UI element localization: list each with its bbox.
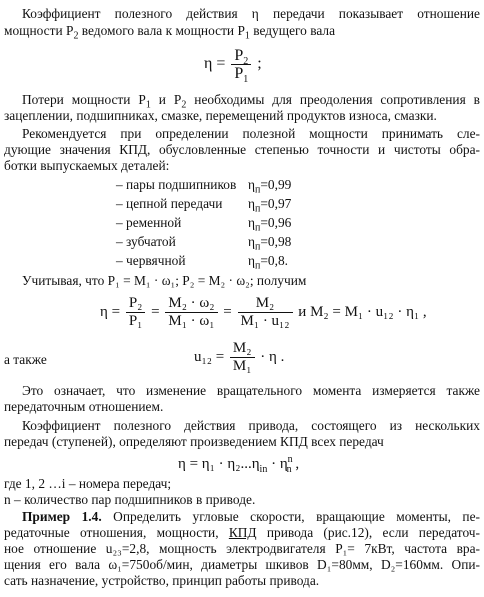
text: зацеплении, подшипниках, смазке, перемещений продуктов износа, смазки. — [4, 108, 437, 123]
text: привода (рис.12), если передаточ- — [256, 525, 481, 540]
equation-efficiency — [204, 47, 262, 86]
denominator: P — [234, 65, 244, 82]
list-label: – пары подшипников — [116, 177, 237, 192]
example-title: Пример 1.4. — [22, 509, 102, 524]
text: ное отношение u₂₃=2,8, мощность электродвигателя P₁= 7кВт, частота вра- — [4, 541, 480, 556]
para1-line1 — [4, 6, 480, 22]
text: Коэффициент полезного действия привода, состоящего из нескольких — [22, 418, 480, 433]
para3-line1 — [4, 126, 480, 142]
para3-line2 — [4, 142, 480, 158]
list-value: $\eta_п=0,97$ — [248, 196, 292, 215]
numerator: M₂ — [230, 340, 255, 358]
kpd-link[interactable]: КПД — [228, 525, 257, 540]
para6-line1 — [4, 418, 480, 434]
text: Потери мощности P — [22, 92, 146, 107]
example-line2 — [4, 525, 480, 541]
numerator: P₂ — [126, 295, 146, 313]
eq-lhs: η = — [204, 55, 226, 73]
para5-line2 — [4, 399, 480, 415]
eq-tail: · η . — [260, 348, 285, 365]
note-line1 — [4, 476, 480, 492]
text: и P — [150, 92, 182, 107]
numerator: M₂ · ω₂ — [165, 295, 217, 313]
list-value: $\eta_п=0,99$ — [248, 177, 292, 196]
fraction — [238, 295, 293, 330]
example-line1 — [4, 509, 480, 525]
list-value: $\eta_п=0,98$ — [248, 234, 292, 253]
fraction — [230, 340, 255, 375]
equals: = — [223, 303, 232, 320]
text: Рекомендуется при определении полезной мощности принимать сле- — [22, 126, 480, 141]
equals: = — [151, 303, 160, 320]
list-value: $\eta_п=0,96$ — [248, 215, 292, 234]
para2-line1: Потери мощности $P_1$ и $P_2$ необходимы для преодоления сопротивления в — [22, 92, 481, 111]
text: мощности P — [4, 23, 74, 38]
list-label: – цепной передачи — [116, 196, 223, 211]
equation-chain — [100, 295, 427, 330]
fraction — [165, 295, 217, 330]
subscript: n — [286, 464, 292, 475]
text: а также — [4, 352, 47, 367]
text: сать назначение, устройство, принцип работы привода. — [4, 573, 320, 588]
para2-line2 — [4, 108, 480, 124]
text: Это означает, что изменение вращательного момента измеряется также — [22, 383, 480, 398]
denominator: M₁ — [232, 358, 252, 374]
para1-line2: мощности $P_2$ ведомого вала к мощности $P_1$ ведущего вала — [4, 23, 336, 42]
text: дующие значения КПД, обусловленные степенью точности и чистоты обра- — [4, 142, 480, 157]
text: Коэффициент полезного действия η передачи показывает отношение — [22, 6, 480, 21]
subscript: in — [259, 464, 268, 475]
conjunction: и — [298, 303, 311, 320]
superscript: n — [287, 454, 293, 465]
text: ботки выпускаемых деталей: — [4, 158, 170, 173]
text: передаточным отношением. — [4, 399, 164, 414]
eq-main: η = η₁ · η₂...η — [178, 456, 260, 472]
equation-drive-efficiency — [178, 455, 299, 473]
list-label: – ременной — [116, 215, 182, 230]
text: щения его вала ω₁=750об/мин, диаметры шкивов D₁=80мм, D₂=160мм. Опи- — [4, 557, 480, 572]
fraction — [231, 47, 251, 86]
text: ведомого вала к мощности P — [78, 23, 245, 38]
denominator: P₁ — [128, 313, 143, 329]
eq-rhs: M₂ = M₁ · u₁₂ · η₁ , — [310, 303, 427, 320]
eq-mid: · η — [267, 456, 288, 472]
example-line5 — [4, 573, 480, 589]
para4-line1 — [4, 273, 484, 289]
para3-line3 — [4, 158, 480, 174]
denominator: M₁ · ω₁ — [168, 313, 215, 329]
text: необходимы для преодоления сопротивления в — [186, 92, 481, 107]
eq-tail: , — [291, 456, 300, 472]
text: Определить угловые скорости, вращающие моменты, пе- — [101, 509, 480, 524]
example-line3 — [4, 541, 480, 557]
subscript: 1 — [243, 74, 249, 86]
list-value: $\eta_п=0,8$. — [248, 253, 289, 272]
denominator: M₁ · u₁₂ — [240, 313, 290, 329]
text: n – количество пар подшипников в приводе. — [4, 492, 256, 507]
eq-tail: ; — [253, 55, 262, 73]
list-label: – червячной — [116, 253, 186, 268]
numerator: M₂ — [238, 295, 293, 313]
numerator: P — [234, 47, 244, 64]
text: Учитывая, что P₁ = M₁ · ω₁; P₂ = M₂ · ω₂; получим — [22, 273, 307, 288]
para6-line2 — [4, 434, 480, 450]
subscript: 2 — [243, 56, 249, 68]
text: ведущего вала — [249, 23, 336, 38]
text: редаточные отношения, мощности, — [4, 525, 229, 540]
example-line4 — [4, 557, 480, 573]
eq-lhs: η = — [100, 303, 121, 320]
eq-lhs: u₁₂ = — [194, 348, 225, 365]
list-label: – зубчатой — [116, 234, 176, 249]
fraction — [126, 295, 146, 330]
equation-ratio — [194, 340, 284, 375]
text: где 1, 2 …i – номера передач; — [4, 476, 172, 491]
note-line2 — [4, 492, 480, 508]
para5-line1 — [4, 383, 480, 399]
text: передач (ступеней), определяют произведением КПД всех передач — [4, 434, 384, 449]
